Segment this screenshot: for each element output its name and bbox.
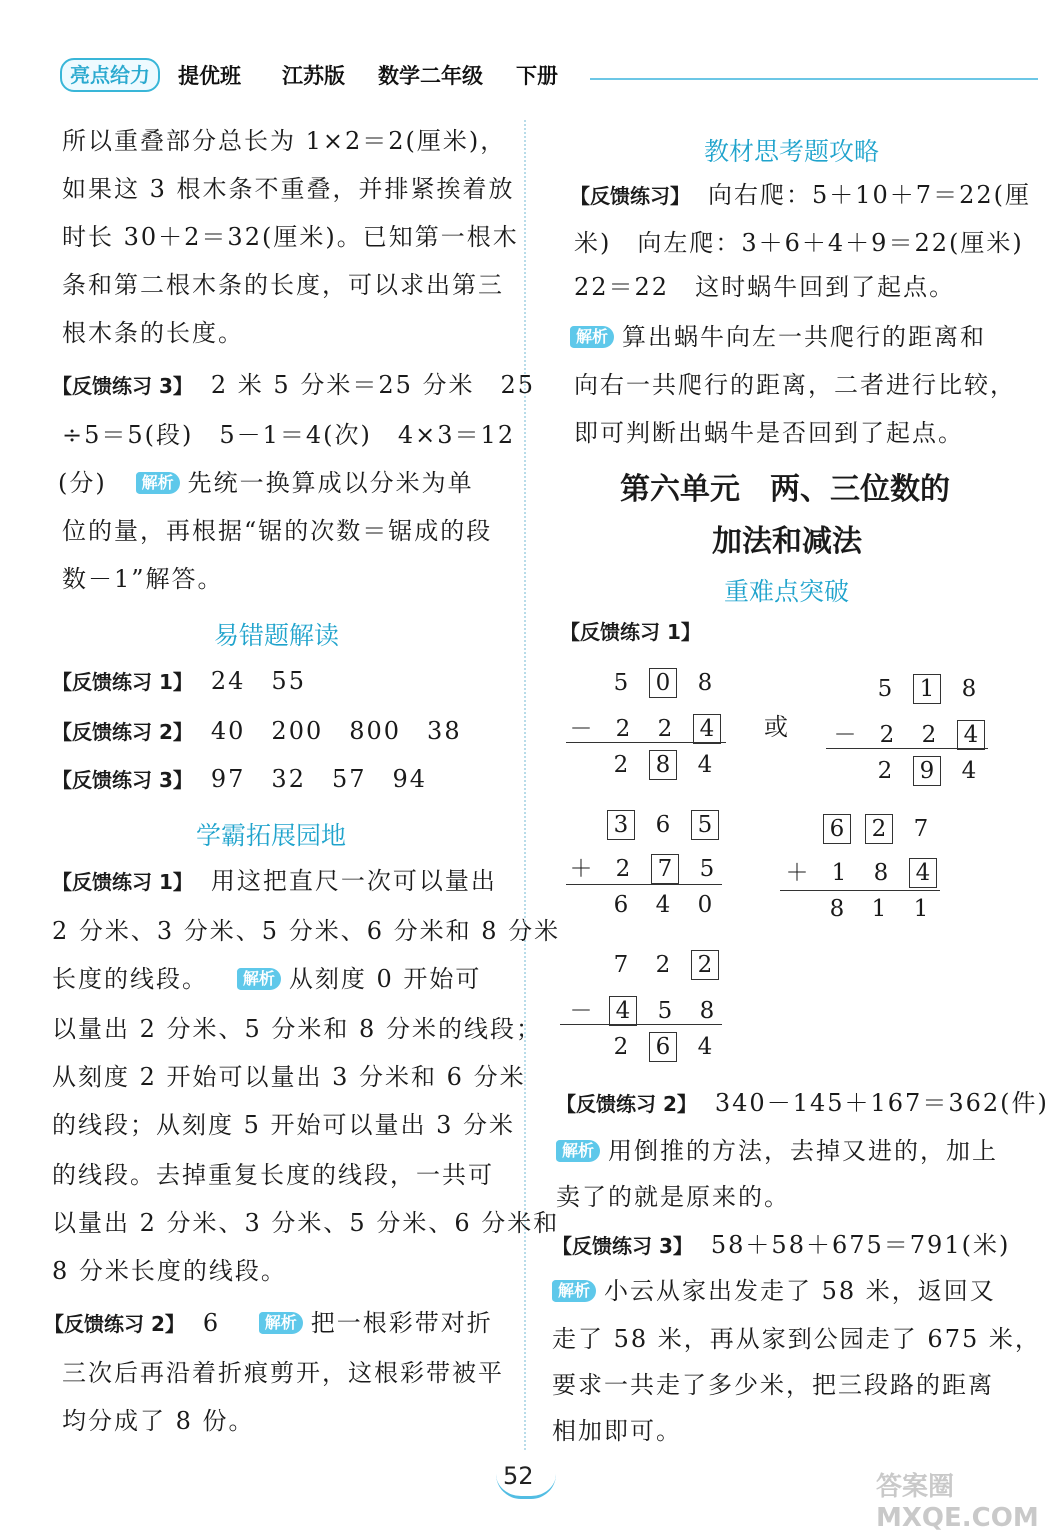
text-line: 时长 30＋2＝32(厘米)。已知第一根木 [62,223,519,251]
text-line: 的线段；从刻度 5 开始可以量出 3 分米 [52,1111,516,1139]
series-name: 提优班 [178,64,241,88]
text-line: 向右一共爬行的距离，二者进行比较， [574,371,1016,399]
analysis-tag: 解析 [237,968,281,990]
text-line: 走了 58 米，再从家到公园走了 675 米， [552,1325,1041,1353]
page-header [60,56,1040,96]
text-line: 数－1”解答。 [62,565,224,593]
text-line: 解析 用倒推的方法，去掉又进的，加上 [556,1136,998,1166]
page-number: 52 [503,1462,534,1490]
exercise-1-label: 【反馈练习 1】 [560,620,701,644]
exercise-1: 【反馈练习 1】 用这把直尺一次可以量出 [52,867,497,895]
text-line: 如果这 3 根木条不重叠，并排紧挨着放 [62,175,515,203]
analysis-tag: 解析 [570,326,614,348]
text-line: 均分成了 8 份。 [62,1407,255,1435]
text-line: 8 分米长度的线段。 [52,1257,287,1285]
brand-badge: 亮点给力 [60,58,160,92]
yicuo-item: 【反馈练习 2】 40 200 800 38 [52,717,462,745]
text-line: 长度的线段。 解析 从刻度 0 开始可 [52,965,482,993]
exercise: 【反馈练习】 向右爬：5＋10＋7＝22(厘 [570,181,1031,209]
header-rule [590,78,1038,80]
text-line: ÷5＝5(段) 5－1＝4(次) 4×3＝12 [62,421,516,449]
exercise-label: 【反馈练习 3】 [52,374,193,398]
text-line: 相加即可。 [552,1417,682,1445]
text-line: 根木条的长度。 [62,319,244,347]
section-title-zhongnan: 重难点突破 [724,577,850,606]
text-line: 要求一共走了多少米，把三段路的距离 [552,1371,994,1399]
volume: 下册 [516,64,558,88]
analysis-tag: 解析 [136,472,180,494]
section-title-xueba: 学霸拓展园地 [196,821,347,850]
text-line: 解析 小云从家出发走了 58 米，返回又 [552,1276,996,1306]
unit-title: 第六单元 两、三位数的 [620,472,950,507]
watermark: 答案圈 MXQE.COM [876,1472,1039,1533]
edition: 江苏版 [282,64,345,88]
text-line: 位的量，再根据“锯的次数＝锯成的段 [62,517,493,545]
text-line: 即可判断出蜗牛是否回到了起点。 [574,419,964,447]
text-line: 三次后再沿着折痕剪开，这根彩带被平 [62,1359,504,1387]
section-title-jiaocai: 教材思考题攻略 [704,137,880,166]
text-line: 所以重叠部分总长为 1×2＝2(厘米)， [62,127,507,155]
column-divider [524,120,526,1450]
or-text: 或 [764,713,790,741]
text-line: 的线段。去掉重复长度的线段，一共可 [52,1161,494,1189]
yicuo-item: 【反馈练习 1】 24 55 [52,667,306,695]
text-line: 2 分米、3 分米、5 分米、6 分米和 8 分米 [52,917,561,945]
yicuo-item: 【反馈练习 3】 97 32 57 94 [52,765,428,793]
text-line: 从刻度 2 开始可以量出 3 分米和 6 分米 [52,1063,526,1091]
text-line: 米) 向左爬：3＋6＋4＋9＝22(厘米) [574,229,1024,257]
text-line: (分) 解析 先统一换算成以分米为单 [58,469,474,497]
text-line: 以量出 2 分米、5 分米和 8 分米的线段； [52,1015,542,1043]
section-title-yicuo: 易错题解读 [214,621,340,650]
exercise-2: 【反馈练习 2】 340－145＋167＝362(件) [556,1089,1049,1117]
text-line: 条和第二根木条的长度，可以求出第三 [62,271,504,299]
text-line: 解析 算出蜗牛向左一共爬行的距离和 [570,322,986,352]
analysis-tag: 解析 [556,1140,600,1162]
analysis-tag: 解析 [259,1312,303,1334]
text-line: 卖了的就是原来的。 [556,1183,790,1211]
unit-title-line-2: 加法和减法 [712,524,862,559]
analysis-tag: 解析 [552,1280,596,1302]
exercise-3: 【反馈练习 3】 58＋58＋675＝791(米) [552,1231,1011,1259]
exercise-3: 【反馈练习 3】 2 米 5 分米＝25 分米 25 [52,371,536,399]
exercise-2: 【反馈练习 2】 6 解析 把一根彩带对折 [44,1309,493,1337]
text-line: 以量出 2 分米、3 分米、5 分米、6 分米和 [52,1209,560,1237]
text-line: 22＝22 这时蜗牛回到了起点。 [574,273,956,301]
subject: 数学二年级 [378,64,483,88]
